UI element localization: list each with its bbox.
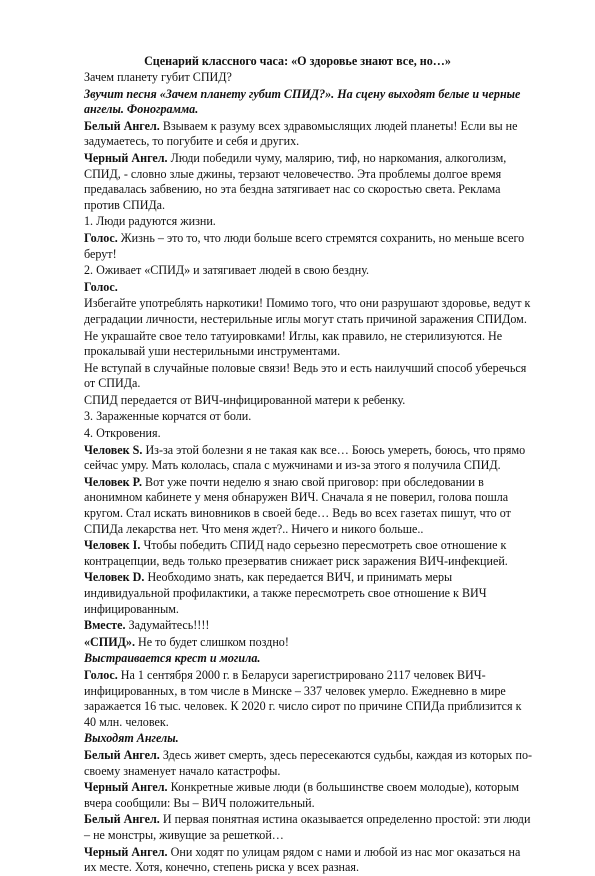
paragraph-text: Задумайтесь!!!!: [128, 618, 210, 633]
script-paragraph: [84, 70, 534, 86]
document-body: [84, 70, 534, 876]
script-paragraph: [84, 263, 534, 279]
script-paragraph: [84, 214, 534, 230]
page-title: Сценарий классного часа: «О здоровье знают все, но…»: [144, 54, 451, 68]
paragraph-text: Взываем к разуму всех здравомыслящих людей планеты! Если вы не задумаетесь, то погубите и себя и других.: [84, 118, 518, 149]
paragraph-text: На 1 сентября 2000 г. в Беларуси зарегистрировано 2117 человек ВИЧ-инфицированных, в том числе в Минске – 337 человек умерло. Ежедневно в мире заражается 16 тыс. человек. К 2020 г. число сирот по причине СПИДа приблизится к 40 млн. человек.: [84, 667, 522, 729]
speaker-label: Вместе.: [84, 618, 126, 633]
script-paragraph: [84, 812, 534, 843]
script-paragraph: [84, 845, 534, 876]
paragraph-text: Люди победили чуму, малярию, тиф, но наркомания, алкоголизм, СПИД, - словно злые джины, терзают человечество. Эта проблемы долгое время предавалась забвению, но эта бездна затягивает нас со скоростью света. Реклама против СПИДа.: [84, 150, 507, 212]
paragraph-text: 3. Зараженные корчатся от боли.: [84, 409, 252, 424]
script-paragraph: [84, 231, 534, 262]
speaker-label: Человек I.: [84, 538, 141, 553]
speaker-label: Черный Ангел.: [84, 150, 168, 165]
speaker-label: Голос.: [84, 230, 118, 245]
script-paragraph: [84, 748, 534, 779]
speaker-label: Человек D.: [84, 570, 145, 585]
paragraph-text: 2. Оживает «СПИД» и затягивает людей в свою бездну.: [84, 263, 370, 278]
paragraph-text: Вот уже почти неделю я знаю свой приговор: при обследовании в анонимном кабинете у меня обнаружен ВИЧ. Сначала я не поверил, голова пошла кругом. Стал искать виновников в своей беде… Ведь во всех газетах пишут, что от СПИДа лекарства нет. Что меня ждет?.. Ничего и никого больше..: [84, 474, 511, 536]
script-paragraph: [84, 393, 534, 409]
paragraph-text: Чтобы победить СПИД надо серьезно пересмотреть свое отношение к контрацепции, ведь только презерватив снижает риск заражения ВИЧ-инфекцией.: [84, 538, 508, 568]
script-paragraph: [84, 87, 534, 118]
paragraph-text: Из-за этой болезни я не такая как все… Боюсь умереть, боюсь, что прямо сейчас умру. Мать кололась, спала с мужчинами и из-за этого я получила СПИД.: [84, 442, 526, 473]
script-paragraph: [84, 570, 534, 617]
script-paragraph: [84, 119, 534, 150]
speaker-label: Белый Ангел.: [84, 812, 160, 827]
paragraph-text: Жизнь – это то, что люди больше всего стремятся сохранить, но меньше всего берут!: [84, 230, 525, 261]
speaker-label: Голос.: [84, 279, 118, 294]
paragraph-text: И первая понятная истина оказывается определенно простой: эти люди – не монстры, живущие за решеткой…: [84, 812, 531, 842]
paragraph-text: Конкретные живые люди (в большинстве своем молодые), которым вчера сообщили: Вы – ВИЧ положительный.: [84, 780, 519, 810]
speaker-label: Человек S.: [84, 442, 143, 457]
paragraph-text: Они ходят по улицам рядом с нами и любой из нас мог оказаться на их месте. Хотя, конечно, степень риска у всех разная.: [84, 844, 521, 875]
speaker-label: Человек P.: [84, 474, 142, 489]
script-paragraph: [84, 668, 534, 730]
script-paragraph: [84, 475, 534, 537]
script-paragraph: [84, 618, 534, 634]
paragraph-text: Не украшайте свое тело татуировками! Иглы, как правило, не стерилизуются. Не прокалывай уши нестерильными инструментами.: [84, 328, 503, 359]
script-paragraph: [84, 426, 534, 442]
script-paragraph: [84, 296, 534, 327]
script-paragraph: [84, 409, 534, 425]
paragraph-text: Не вступай в случайные половые связи! Ведь это и есть наилучший способ уберечься от СПИДа.: [84, 360, 527, 391]
script-paragraph: [84, 731, 534, 747]
speaker-label: Голос.: [84, 667, 118, 682]
paragraph-text: Выходят Ангелы.: [84, 731, 179, 746]
paragraph-text: Зачем планету губит СПИД?: [84, 70, 232, 84]
script-paragraph: [84, 280, 534, 296]
script-paragraph: [84, 361, 534, 392]
paragraph-text: Выстраивается крест и могила.: [84, 651, 261, 666]
paragraph-text: Здесь живет смерть, здесь пересекаются судьбы, каждая из которых по-своему знаменует начало катастрофы.: [84, 747, 533, 778]
paragraph-text: СПИД передается от ВИЧ-инфицированной матери к ребенку.: [84, 392, 406, 407]
paragraph-text: Необходимо знать, как передается ВИЧ, и принимать меры индивидуальной профилактики, а также пересмотреть свое отношение к ВИЧ инфицированным.: [84, 570, 487, 616]
paragraph-text: 1. Люди радуются жизни.: [84, 214, 216, 229]
script-paragraph: [84, 651, 534, 667]
script-paragraph: [84, 780, 534, 811]
paragraph-text: Избегайте употреблять наркотики! Помимо того, что они разрушают здоровье, ведут к деградации личности, нестерильные иглы могут стать причиной заражения СПИДом.: [84, 296, 531, 326]
script-paragraph: [84, 151, 534, 213]
speaker-label: Черный Ангел.: [84, 780, 168, 795]
speaker-label: Черный Ангел.: [84, 844, 168, 859]
speaker-label: Белый Ангел.: [84, 747, 160, 762]
speaker-label: «СПИД».: [84, 634, 135, 649]
script-paragraph: [84, 635, 534, 651]
script-paragraph: [84, 443, 534, 474]
paragraph-text: Звучит песня «Зачем планету губит СПИД?». На сцену выходят белые и черные ангелы. Фонограмма.: [84, 86, 521, 117]
script-paragraph: [84, 538, 534, 569]
paragraph-text: 4. Откровения.: [84, 426, 161, 441]
paragraph-text: Не то будет слишком поздно!: [138, 634, 289, 649]
speaker-label: Белый Ангел.: [84, 118, 160, 133]
script-paragraph: [84, 329, 534, 360]
